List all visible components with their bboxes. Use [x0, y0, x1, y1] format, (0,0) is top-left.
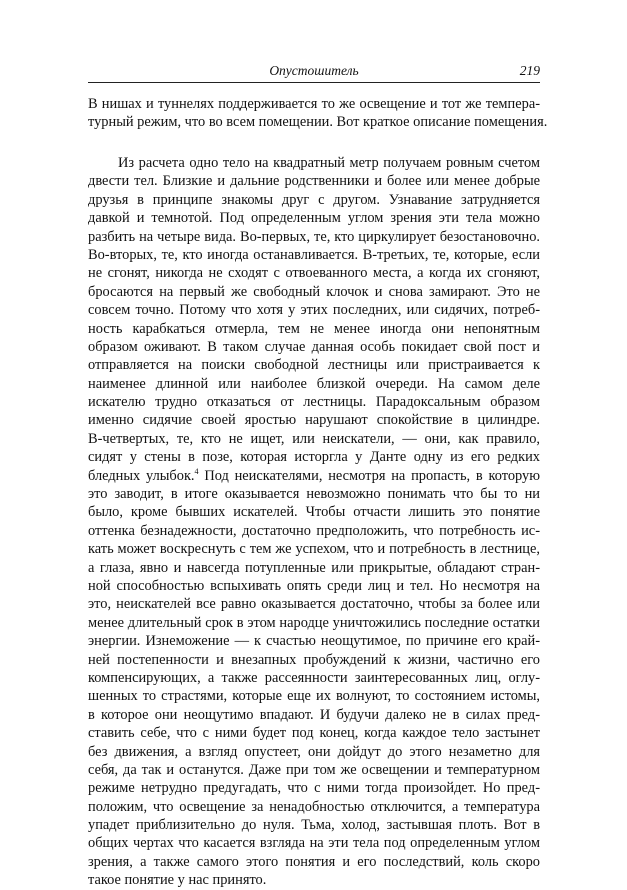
- text-line: наименее длинной или наиболее близкой очереди. На самом деле: [88, 375, 540, 392]
- text-line: Из расчета одно тело на квадратный метр получаем ровным счетом: [118, 155, 540, 171]
- text-line: отправляется на поиски свободной лестницы или пристраивается к: [88, 357, 540, 374]
- text-line: давкой и темнотой. Под определенным углом зрения эти тела можно: [88, 210, 540, 227]
- text-line: В-четвертых, те, кто не ищет, или неискатели, — они, как правило,: [88, 430, 540, 447]
- text-line: себя, да так и останутся. Даже при том же освещении и температурном: [88, 761, 540, 778]
- text-line: оттенка безнадежности, достаточно предположить, что потребность ис-: [88, 522, 540, 539]
- paragraph-1: [88, 95, 548, 132]
- paragraph-2: [88, 154, 540, 890]
- text-line: положим, что освещение за ненадобностью отключится, а температура: [88, 798, 540, 815]
- text-line: искателю трудно отказаться от лестницы. Парадоксальным образом: [88, 394, 540, 411]
- text-line: совсем точно. Потому что хотя у этих последних, или сидячих, потреб-: [88, 302, 540, 319]
- text-line: ставить себе, что с ними будет под конец, когда каждое тело застынет: [88, 725, 540, 742]
- text-line: общих чертах что касается взгляда на эти тела под определенным углом: [88, 835, 540, 852]
- text-line: в которое они неощутимо впадают. И будучи далеко не в силах пред-: [88, 706, 540, 723]
- text-line: упадет приблизительно до нуля. Тьма, холод, застывшая плоть. Вот в: [88, 817, 540, 834]
- text-line: В нишах и туннелях поддерживается то же освещение и тот же темпера-: [88, 96, 540, 112]
- text-line: ность карабкаться отмерла, тем не менее иногда они непонятным: [88, 320, 540, 337]
- text-line: режиме нетрудно предугадать, что с ними тогда произойдет. Но пред-: [88, 780, 540, 797]
- text-line: бросаются на первый же свободный клочок и снова замирают. Это не: [88, 283, 540, 300]
- text-line: турный режим, что во всем помещении. Вот краткое описание помещения.: [88, 114, 548, 131]
- footnote-marker: 4: [194, 466, 199, 476]
- text-line: разбить на четыре вида. Во-первых, те, кто циркулирует безостановочно.: [88, 228, 540, 245]
- running-head: [88, 62, 540, 83]
- text-line: друзья в принципе знакомы друг с другом. Узнавание затрудняется: [88, 191, 540, 208]
- text-line: шенных то страстями, которые еще их волнуют, то состоянием истомы,: [88, 688, 540, 705]
- text-line: это заводит, в итоге оказывается невозможно понимать что бы то ни: [88, 486, 540, 503]
- text-line: ной способностью вспыхивать опять среди лиц и тел. Но несмотря на: [88, 577, 540, 594]
- text-line: сидят у стены в позе, которая исторгла у Данте одну из его редких: [88, 449, 540, 466]
- text-line: менее длительный срок в этом народце уничтожились последние остатки: [88, 614, 540, 631]
- text-line: образом оживают. В таком случае данная особь покидает свой пост и: [88, 338, 540, 355]
- text-line: было, кроме бывших искателей. Чтобы отчасти лишить это понятие: [88, 504, 540, 521]
- text-line: без движения, а взгляд опустеет, они дойдут до этого незаметно для: [88, 743, 540, 760]
- page-number: 219: [519, 63, 540, 78]
- text-line: не сгонят, никогда не сходят с отвоеванного места, а когда их сгоняют,: [88, 265, 540, 282]
- text-line: это, неискателей все равно оказывается достаточно, чтобы за более или: [88, 596, 540, 613]
- text-line: ней постепенности и внезапных пробуждений к жизни, частично его: [88, 651, 540, 668]
- running-title: Опустошитель: [269, 63, 359, 78]
- text-line: компенсирующих, а также рассеянности заинтересованных лиц, оглу-: [88, 669, 540, 686]
- text-line: энергии. Изнеможение — к счастью неощутимое, по причине его край-: [88, 633, 540, 650]
- text-line: Во-вторых, те, кто иногда останавливается. В-третьих, те, которые, если: [88, 246, 540, 263]
- text-line: именно сидячие своей яростью нарушают спокойствие в цилиндре.: [88, 412, 540, 429]
- text-line: такое понятие у нас принято.: [88, 872, 267, 889]
- text-segment: бледных улыбок.: [88, 467, 195, 484]
- text-line: зрения, а также самого этого понятия и его последствий, коль скоро: [88, 853, 540, 870]
- text-line: двести тел. Близкие и дальние родственники и более или менее добрые: [88, 173, 540, 190]
- text-line: а глаза, явно и навсегда потупленные или прикрытые, обладают стран-: [88, 559, 540, 576]
- text-segment: Под неискателями, несмотря на пропасть, в которую: [198, 467, 540, 484]
- text-line: кать может воскреснуть с тем же успехом, что и потребность в лестнице,: [88, 541, 540, 558]
- text-line-with-footnote: [88, 467, 540, 485]
